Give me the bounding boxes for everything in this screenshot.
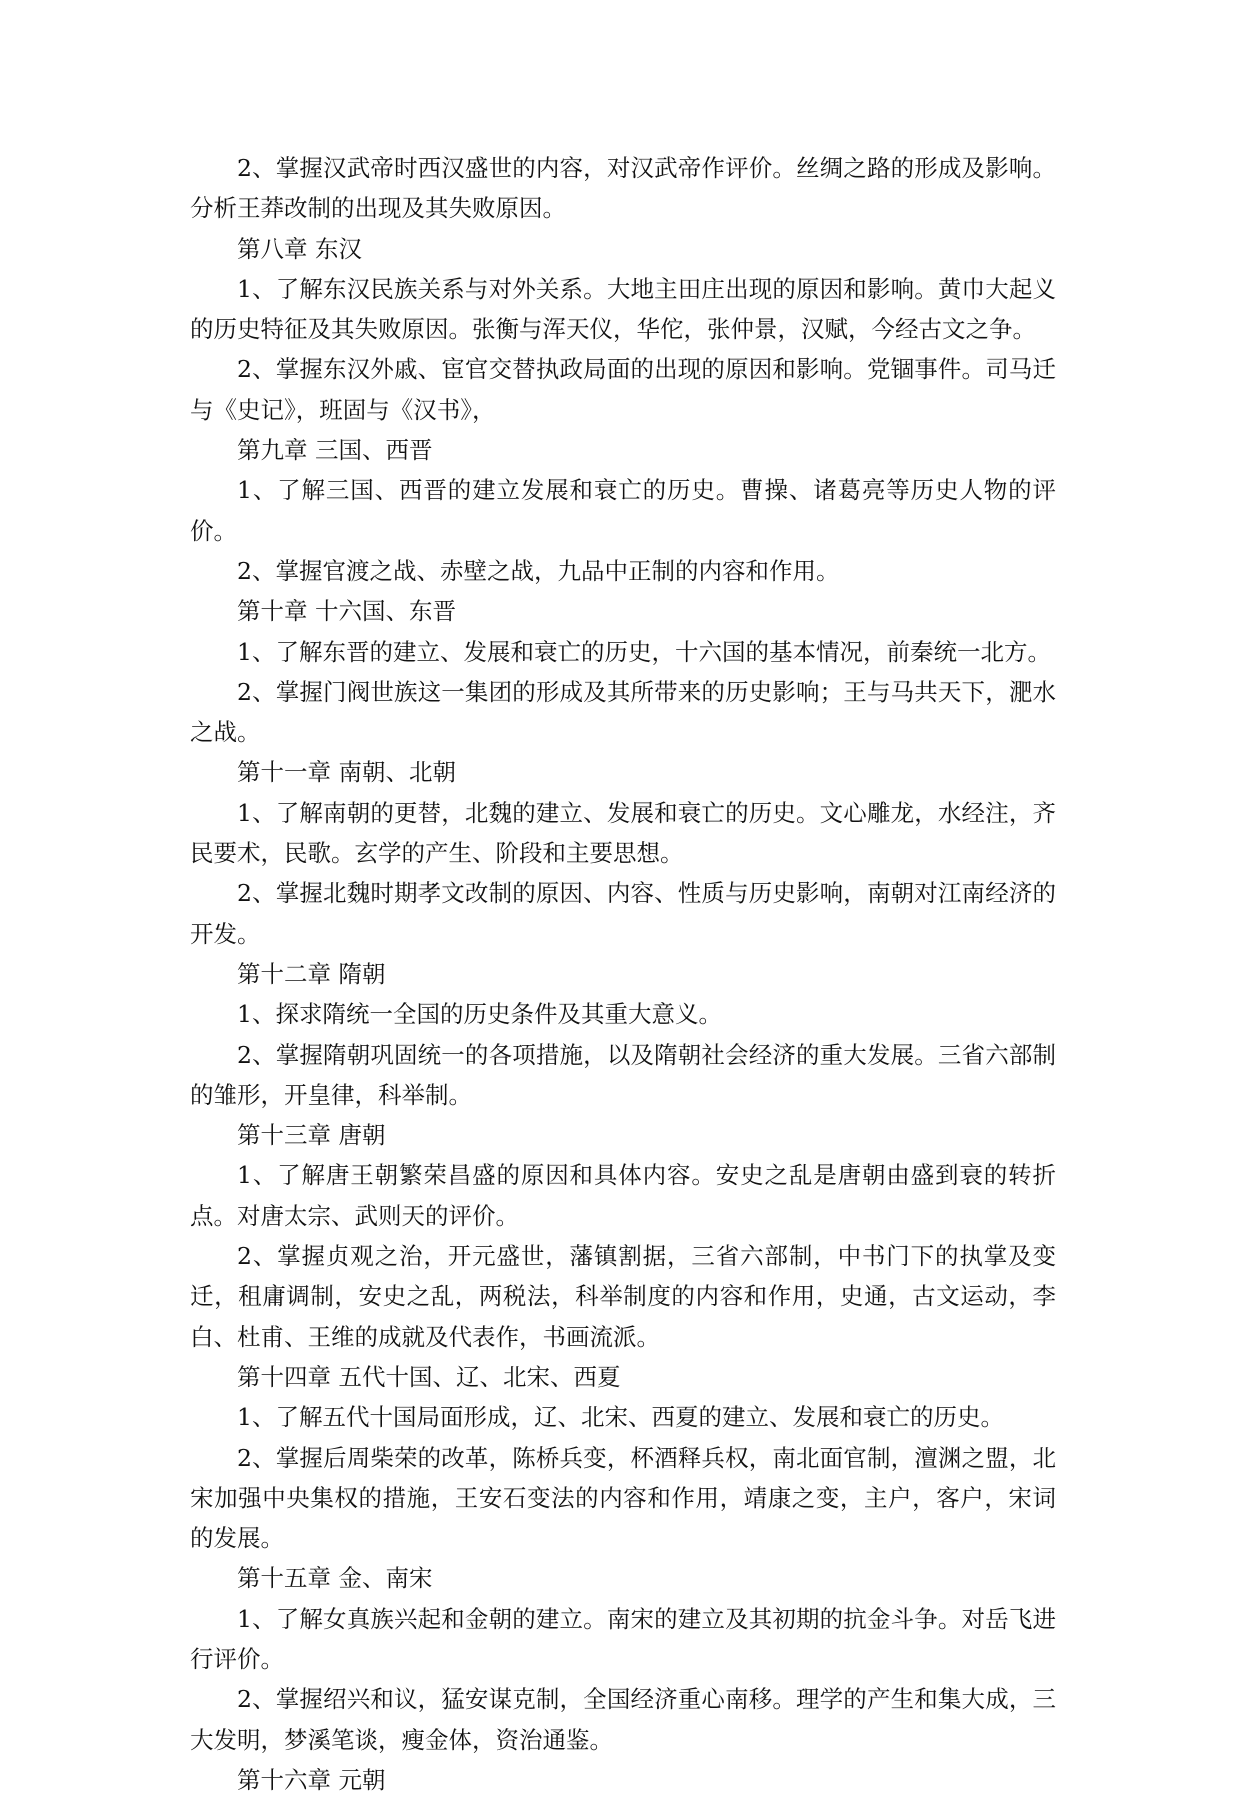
chapter-heading: 第十二章 隋朝 — [237, 959, 386, 988]
paragraph: 1、了解女真族兴起和金朝的建立。南宋的建立及其初期的抗金斗争。对岳飞进行评价。 — [190, 1604, 1056, 1673]
paragraph: 2、掌握贞观之治，开元盛世，藩镇割据，三省六部制，中书门下的执掌及变迁，租庸调制，安史之乱，两税法，科举制度的内容和作用，史通，古文运动，李白、杜甫、王维的成就及代表作，书画流派。 — [190, 1242, 1056, 1351]
chapter-heading: 第十四章 五代十国、辽、北宋、西夏 — [237, 1362, 621, 1391]
paragraph: 2、掌握门阀世族这一集团的形成及其所带来的历史影响；王与马共天下，淝水之战。 — [190, 677, 1056, 747]
chapter-heading: 第十六章 元朝 — [237, 1765, 386, 1794]
paragraph: 1、探求隋统一全国的历史条件及其重大意义。 — [237, 1000, 722, 1029]
paragraph: 1、了解东晋的建立、发展和衰亡的历史，十六国的基本情况，前秦统一北方。 — [237, 637, 1051, 666]
paragraph: 1、了解东汉民族关系与对外关系。大地主田庄出现的原因和影响。黄巾大起义的历史特征及其失败原因。张衡与浑天仪，华佗，张仲景，汉赋，今经古文之争。 — [190, 274, 1056, 344]
paragraph: 2、掌握隋朝巩固统一的各项措施，以及隋朝社会经济的重大发展。三省六部制的雏形，开皇律，科举制。 — [190, 1040, 1056, 1109]
document-page — [190, 148, 1056, 1800]
chapter-heading: 第八章 东汉 — [237, 234, 362, 263]
paragraph: 1、了解五代十国局面形成，辽、北宋、西夏的建立、发展和衰亡的历史。 — [237, 1403, 1004, 1432]
chapter-heading: 第九章 三国、西晋 — [237, 436, 433, 465]
paragraph: 2、掌握绍兴和议，猛安谋克制，全国经济重心南移。理学的产生和集大成，三大发明，梦溪笔谈，瘦金体，资治通鉴。 — [190, 1685, 1056, 1754]
paragraph: 1、了解唐王朝繁荣昌盛的原因和具体内容。安史之乱是唐朝由盛到衰的转折点。对唐太宗、武则天的评价。 — [190, 1161, 1056, 1230]
paragraph: 2、掌握汉武帝时西汉盛世的内容，对汉武帝作评价。丝绸之路的形成及影响。分析王莽改制的出现及其失败原因。 — [190, 154, 1056, 223]
chapter-heading: 第十一章 南朝、北朝 — [237, 758, 456, 787]
paragraph: 1、了解三国、西晋的建立发展和衰亡的历史。曹操、诸葛亮等历史人物的评价。 — [190, 476, 1056, 545]
chapter-heading: 第十章 十六国、东晋 — [237, 597, 456, 626]
chapter-heading: 第十五章 金、南宋 — [237, 1564, 433, 1593]
chapter-heading: 第十三章 唐朝 — [237, 1121, 386, 1150]
paragraph: 2、掌握北魏时期孝文改制的原因、内容、性质与历史影响，南朝对江南经济的开发。 — [190, 879, 1056, 948]
paragraph: 2、掌握后周柴荣的改革，陈桥兵变，杯酒释兵权，南北面官制，澶渊之盟，北宋加强中央集权的措施，王安石变法的内容和作用，靖康之变，主户，客户，宋词的发展。 — [190, 1443, 1056, 1553]
paragraph: 1、了解南朝的更替，北魏的建立、发展和衰亡的历史。文心雕龙，水经注，齐民要术，民歌。玄学的产生、阶段和主要思想。 — [190, 798, 1056, 868]
paragraph: 2、掌握官渡之战、赤壁之战，九品中正制的内容和作用。 — [237, 556, 840, 585]
paragraph: 2、掌握东汉外戚、宦官交替执政局面的出现的原因和影响。党锢事件。司马迁与《史记》，班固与《汉书》， — [190, 355, 1056, 424]
